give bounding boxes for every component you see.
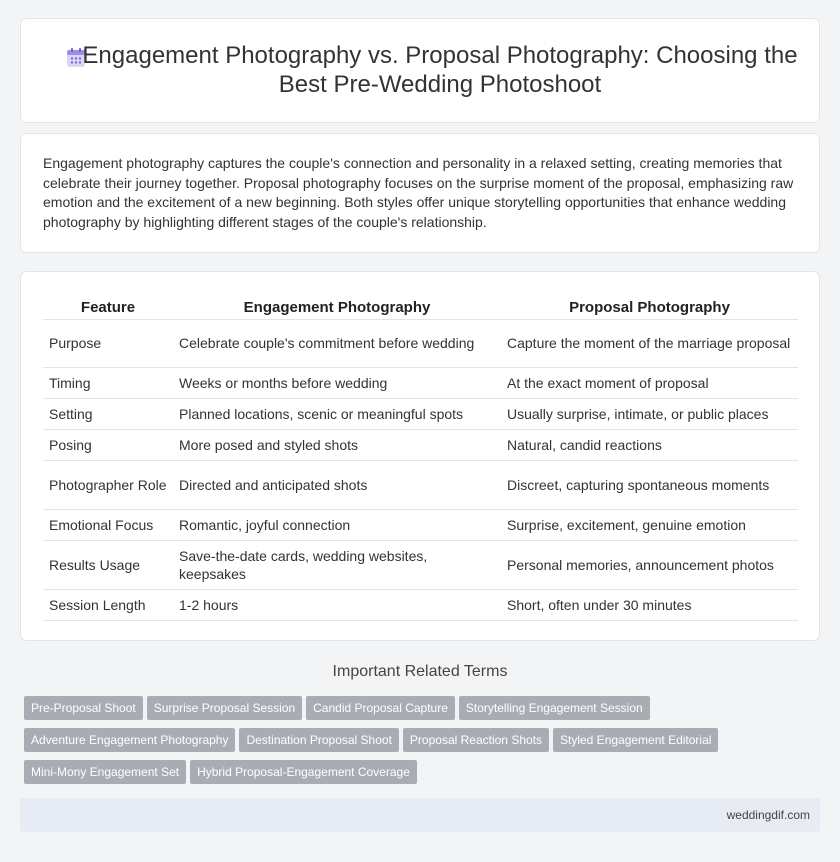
tag-hybrid-proposal-engagement-coverage[interactable]: Hybrid Proposal-Engagement Coverage (190, 760, 417, 784)
intro-paragraph: Engagement photography captures the couple's connection and personality in a relaxed setting, creating memories that celebrate their journey together. Proposal photography focuses on the surprise moment of the proposal, emphasizing raw emotion and the excitement of a new beginning. Both styles offer unique storytelling opportunities that enhance wedding photography by highlighting different stages of the couple's relationship. (43, 155, 794, 230)
row-feature: Session Length (43, 589, 173, 620)
row-feature: Posing (43, 429, 173, 460)
related-terms-tags (24, 696, 824, 792)
row-engagement: 1-2 hours (173, 589, 501, 620)
row-proposal: Usually surprise, intimate, or public places (501, 398, 798, 429)
row-engagement: Directed and anticipated shots (173, 460, 501, 509)
table-row (43, 429, 798, 460)
table-row (43, 589, 798, 620)
row-engagement: Save-the-date cards, wedding websites, keepsakes (173, 540, 501, 589)
title-card (20, 18, 820, 123)
row-proposal: At the exact moment of proposal (501, 367, 798, 398)
row-feature: Emotional Focus (43, 509, 173, 540)
row-engagement: Planned locations, scenic or meaningful spots (173, 398, 501, 429)
table-row (43, 540, 798, 589)
tag-mini-mony-engagement-set[interactable]: Mini-Mony Engagement Set (24, 760, 186, 784)
row-proposal: Natural, candid reactions (501, 429, 798, 460)
row-proposal: Personal memories, announcement photos (501, 540, 798, 589)
comparison-table-card (20, 271, 820, 641)
table-row (43, 509, 798, 540)
row-feature: Results Usage (43, 540, 173, 589)
row-engagement: More posed and styled shots (173, 429, 501, 460)
header-engagement: Engagement Photography (173, 296, 501, 319)
page-title: Engagement Photography vs. Proposal Photography: Choosing the Best Pre-Wedding Photoshoot (82, 42, 798, 98)
tag-proposal-reaction-shots[interactable]: Proposal Reaction Shots (403, 728, 549, 752)
row-proposal: Capture the moment of the marriage proposal (501, 319, 798, 367)
related-terms-title: Important Related Terms (332, 663, 508, 680)
row-proposal: Discreet, capturing spontaneous moments (501, 460, 798, 509)
header-proposal: Proposal Photography (501, 296, 798, 319)
footer-site[interactable]: weddingdif.com (726, 808, 810, 822)
row-feature: Photographer Role (43, 460, 173, 509)
footer (20, 798, 820, 832)
row-proposal: Short, often under 30 minutes (501, 589, 798, 620)
table-row (43, 398, 798, 429)
row-engagement: Celebrate couple's commitment before wedding (173, 319, 501, 367)
table-row (43, 460, 798, 509)
tag-pre-proposal-shoot[interactable]: Pre-Proposal Shoot (24, 696, 143, 720)
row-proposal: Surprise, excitement, genuine emotion (501, 509, 798, 540)
tag-styled-engagement-editorial[interactable]: Styled Engagement Editorial (553, 728, 718, 752)
tag-destination-proposal-shoot[interactable]: Destination Proposal Shoot (239, 728, 398, 752)
table-row (43, 367, 798, 398)
tag-candid-proposal-capture[interactable]: Candid Proposal Capture (306, 696, 455, 720)
row-engagement: Romantic, joyful connection (173, 509, 501, 540)
row-engagement: Weeks or months before wedding (173, 367, 501, 398)
intro-card (20, 133, 820, 253)
tag-surprise-proposal-session[interactable]: Surprise Proposal Session (147, 696, 302, 720)
comparison-table (43, 296, 798, 621)
table-row (43, 319, 798, 367)
header-feature: Feature (43, 296, 173, 319)
tag-adventure-engagement-photography[interactable]: Adventure Engagement Photography (24, 728, 235, 752)
row-feature: Timing (43, 367, 173, 398)
row-feature: Purpose (43, 319, 173, 367)
tag-storytelling-engagement-session[interactable]: Storytelling Engagement Session (459, 696, 650, 720)
row-feature: Setting (43, 398, 173, 429)
table-header-row (43, 296, 798, 319)
